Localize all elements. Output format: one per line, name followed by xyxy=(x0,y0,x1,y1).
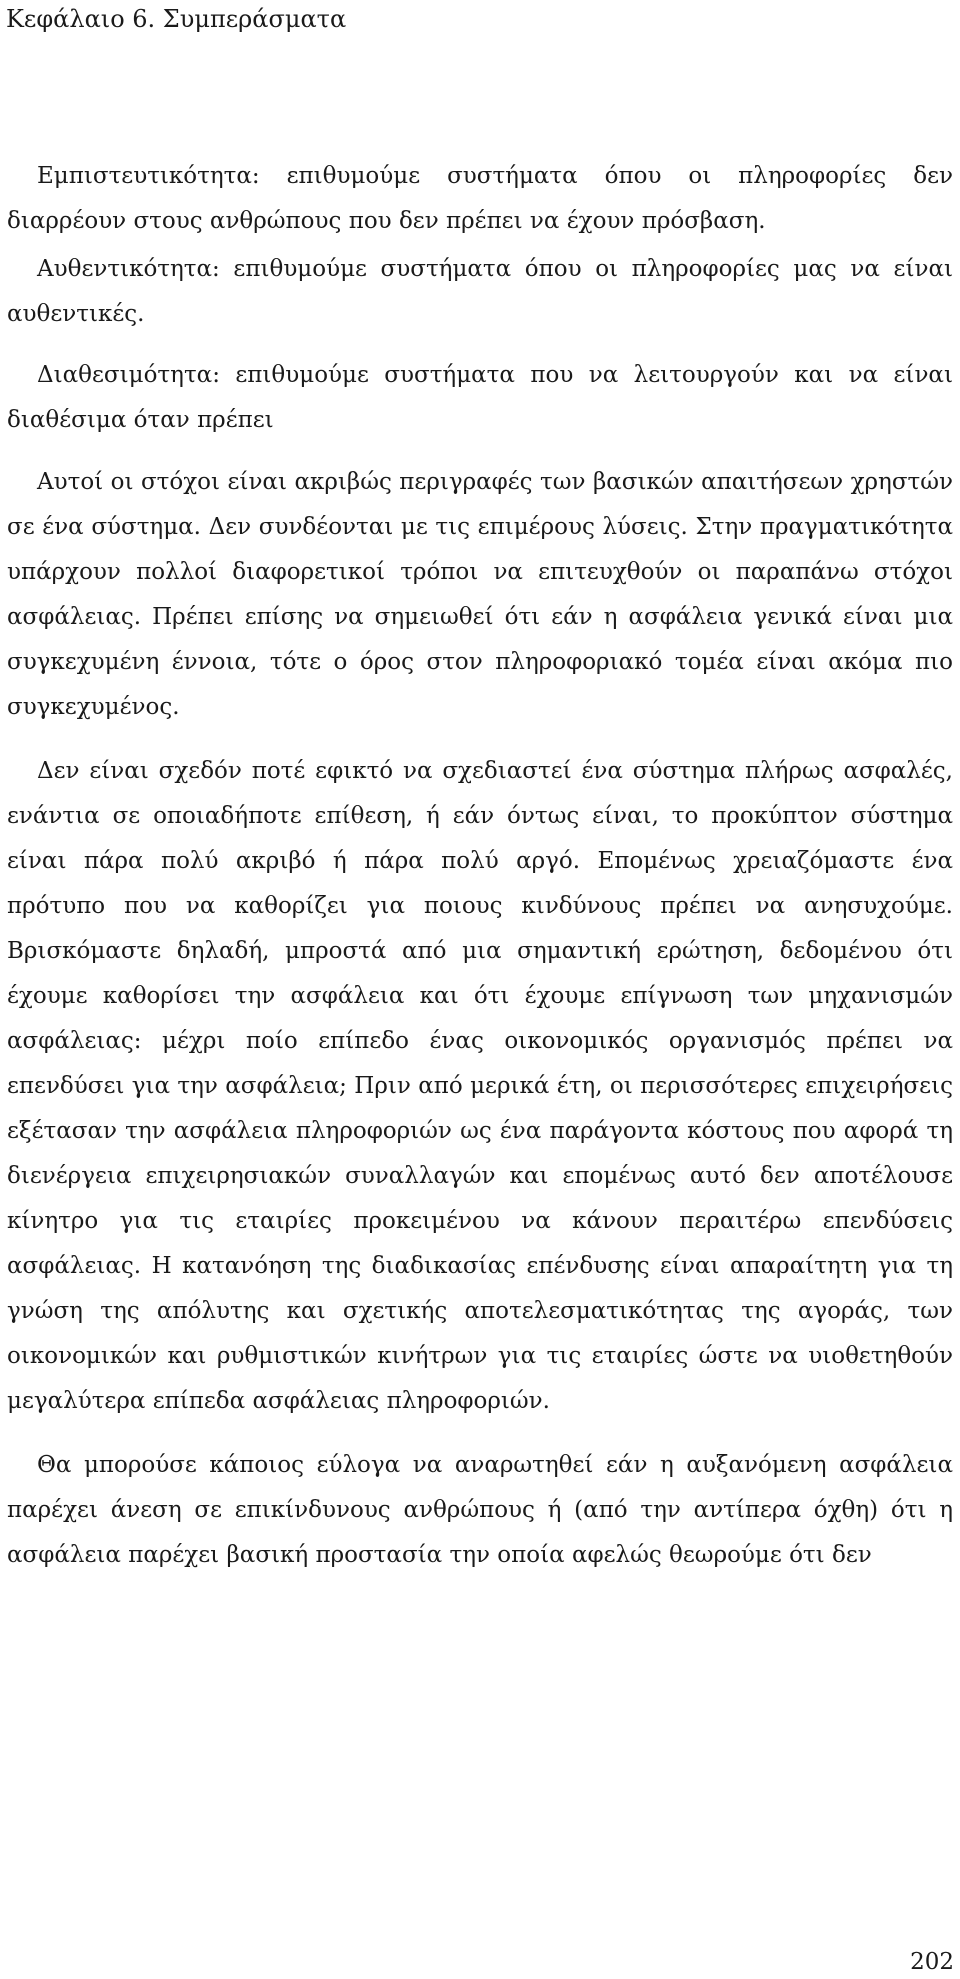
paragraph-security-investment: Δεν είναι σχεδόν ποτέ εφικτό να σχεδιαστεί ένα σύστημα πλήρως ασφαλές, ενάντια σε οποιαδήποτε επίθεση, ή εάν όντως είναι, το προκύπτον σύστημα είναι πάρα πολύ ακριβό ή πάρα πολύ αργό. Επομένως χρειαζόμαστε ένα πρότυπο που να καθορίζει για ποιους κινδύνους πρέπει να ανησυχούμε. Βρισκόμαστε δηλαδή, μπροστά από μια σημαντική ερώτηση, δεδομένου ότι έχουμε καθορίσει την ασφάλεια και ότι έχουμε επίγνωση των μηχανισμών ασφάλειας: μέχρι ποίο επίπεδο ένας οικονομικός οργανισμός πρέπει να επενδύσει για την ασφάλεια; Πριν από μερικά έτη, οι περισσότερες επιχειρήσεις εξέτασαν την ασφάλεια πληροφοριών ως ένα παράγοντα κόστους που αφορά τη διενέργεια επιχειρησιακών συναλλαγών και επομένως αυτό δεν αποτέλουσε κίνητρο για τις εταιρίες προκειμένου να κάνουν περαιτέρω επενδύσεις ασφάλειας. Η κατανόηση της διαδικασίας επένδυσης είναι απαραίτητη για τη γνώση της απόλυτης και σχετικής αποτελεσματικότητας της αγοράς, των οικονομικών και ρυθμιστικών κινήτρων για τις εταιρίες ώστε να υιοθετηθούν μεγαλύτερα επίπεδα ασφάλειας πληροφοριών. xyxy=(7,758,953,1414)
paragraph-security-goals: Αυτοί οι στόχοι είναι ακριβώς περιγραφές των βασικών απαιτήσεων χρηστών σε ένα σύστημα. Δεν συνδέονται με τις επιμέρους λύσεις. Στην πραγματικότητα υπάρχουν πολλοί διαφορετικοί τρόποι να επιτευχθούν οι παραπάνω στόχοι ασφάλειας. Πρέπει επίσης να σημειωθεί ότι εάν η ασφάλεια γενικά είναι μια συγκεχυμένη έννοια, τότε ο όρος στον πληροφοριακό τομέα είναι ακόμα πιο συγκεχυμένος. xyxy=(7,469,953,720)
paragraph-availability: Διαθεσιμότητα: επιθυμούμε συστήματα που να λειτουργούν και να είναι διαθέσιμα όταν πρέπει xyxy=(7,362,953,433)
page-number: 202 xyxy=(910,1949,954,1975)
paragraph-security-tradeoff: Θα μπορούσε κάποιος εύλογα να αναρωτηθεί εάν η αυξανόμενη ασφάλεια παρέχει άνεση σε επικίνδυνους ανθρώπους ή (από την αντίπερα όχθη) ότι η ασφάλεια παρέχει βασική προστασία την οποία αφελώς θεωρούμε ότι δεν xyxy=(7,1452,953,1568)
body-text xyxy=(7,154,953,1578)
paragraph-authenticity: Αυθεντικότητα: επιθυμούμε συστήματα όπου οι πληροφορίες μας να είναι αυθεντικές. xyxy=(7,256,953,327)
running-header: Κεφάλαιο 6. Συμπεράσματα xyxy=(6,5,347,33)
paragraph-confidentiality: Εμπιστευτικότητα: επιθυμούμε συστήματα όπου οι πληροφορίες δεν διαρρέουν στους ανθρώπους που δεν πρέπει να έχουν πρόσβαση. xyxy=(7,163,953,234)
